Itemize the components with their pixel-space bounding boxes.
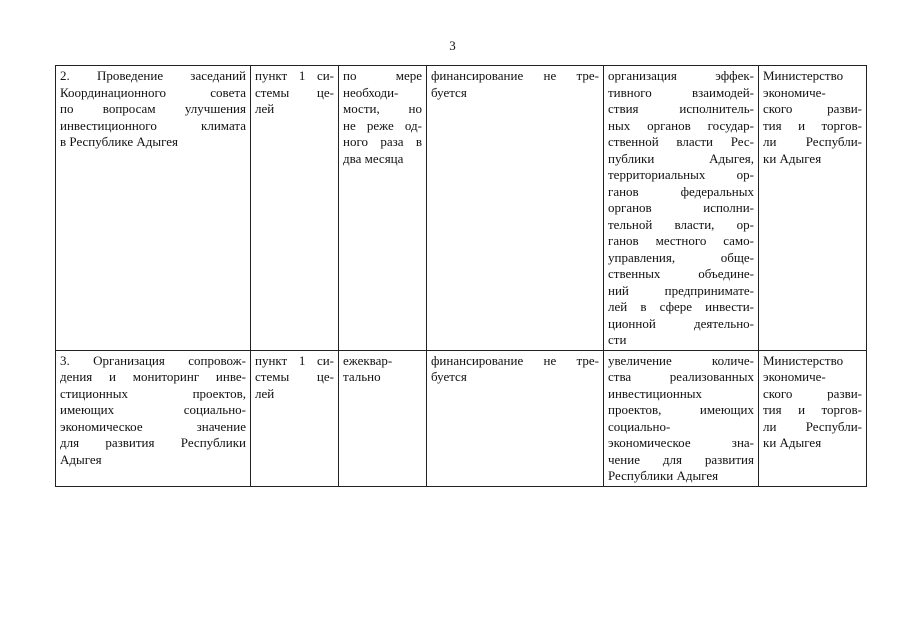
result-cell: [604, 350, 759, 486]
cell-text-line: увеличение количе-: [608, 352, 754, 368]
cell-text-line: ства реализованных: [608, 369, 754, 384]
responsible-cell: [759, 350, 867, 486]
basis-cell: [251, 350, 339, 486]
cell-text-line: для развития Республики: [60, 435, 246, 450]
cell-text-line: чение для развития: [608, 451, 754, 467]
table-row: [56, 66, 867, 351]
cell-text-line: Министерство: [763, 352, 844, 368]
cell-text-line: ных органов государ-: [608, 117, 754, 133]
cell-text-line: публики Адыгея,: [608, 150, 754, 166]
cell-text-line: ганов федеральных: [608, 183, 754, 199]
funding-cell: [427, 350, 604, 486]
cell-text-line: Координационного совета: [60, 84, 246, 100]
cell-text-line: тельной власти, ор-: [608, 216, 754, 232]
cell-text-line: Адыгея: [60, 451, 102, 467]
cell-text-line: стемы це-: [255, 369, 334, 384]
event-cell: [56, 66, 251, 351]
cell-text-line: сти: [608, 332, 627, 347]
cell-text-line: ки Адыгея: [763, 150, 822, 166]
cell-text-line: ственной власти Рес-: [608, 134, 754, 149]
event-cell: [56, 350, 251, 486]
cell-text-line: тивного взаимодей-: [608, 84, 754, 100]
cell-text-line: ского разви-: [763, 101, 862, 116]
cell-text-line: территориальных ор-: [608, 167, 754, 182]
cell-text-line: ского разви-: [763, 385, 862, 401]
cell-text-line: Республики Адыгея: [608, 468, 719, 483]
cell-text-line: ли Республи-: [763, 134, 862, 149]
cell-text-line: инвестиционных: [608, 385, 703, 401]
term-cell: [339, 66, 427, 351]
cell-text-line: ного раза в: [343, 134, 422, 149]
cell-text-line: инвестиционного климата: [60, 117, 246, 133]
cell-text-line: пункт 1 си-: [255, 68, 334, 83]
cell-text-line: пункт 1 си-: [255, 352, 334, 368]
cell-text-line: ганов местного само-: [608, 233, 754, 248]
cell-text-line: тия и торгов-: [763, 117, 862, 133]
cell-text-line: экономиче-: [763, 369, 826, 384]
cell-text-line: имеющих социально-: [60, 402, 246, 417]
cell-text-line: стиционных проектов,: [60, 385, 246, 401]
cell-text-line: финансирование не тре-: [431, 68, 599, 83]
cell-text-line: не реже од-: [343, 117, 422, 133]
cell-text-line: буется: [431, 84, 467, 100]
cell-text-line: тально: [343, 369, 381, 384]
cell-text-line: ственных объедине-: [608, 266, 754, 281]
cell-text-line: лей: [255, 101, 275, 116]
cell-text-line: в Республике Адыгея: [60, 134, 178, 149]
cell-text-line: финансирование не тре-: [431, 352, 599, 368]
cell-text-line: организация эффек-: [608, 68, 754, 83]
cell-text-line: мости, но: [343, 101, 422, 116]
cell-text-line: ний предпринимате-: [608, 282, 754, 298]
responsible-cell: [759, 66, 867, 351]
cell-text-line: экономиче-: [763, 84, 826, 100]
cell-text-line: 3. Организация сопровож-: [60, 352, 246, 368]
cell-text-line: тия и торгов-: [763, 402, 862, 417]
page-number: 3: [449, 38, 456, 53]
cell-text-line: 2. Проведение заседаний: [60, 68, 246, 83]
cell-text-line: ционной деятельно-: [608, 315, 754, 331]
cell-text-line: лей в сфере инвести-: [608, 299, 754, 314]
term-cell: [339, 350, 427, 486]
cell-text-line: по мере: [343, 68, 422, 83]
cell-text-line: стемы це-: [255, 84, 334, 100]
cell-text-line: дения и мониторинг инве-: [60, 369, 246, 384]
cell-text-line: проектов, имеющих: [608, 402, 754, 417]
activities-table: [55, 65, 867, 487]
cell-text-line: ли Республи-: [763, 418, 862, 434]
cell-text-line: ежеквар-: [343, 352, 393, 368]
cell-text-line: необходи-: [343, 84, 399, 100]
basis-cell: [251, 66, 339, 351]
cell-text-line: экономическое значение: [60, 418, 246, 434]
cell-text-line: социально-: [608, 418, 671, 434]
cell-text-line: буется: [431, 369, 467, 384]
cell-text-line: по вопросам улучшения: [60, 101, 246, 116]
cell-text-line: ствия исполнитель-: [608, 101, 754, 116]
cell-text-line: управления, обще-: [608, 249, 754, 265]
cell-text-line: два месяца: [343, 150, 404, 166]
funding-cell: [427, 66, 604, 351]
result-cell: [604, 66, 759, 351]
cell-text-line: органов исполни-: [608, 200, 754, 215]
table-row: [56, 350, 867, 486]
cell-text-line: лей: [255, 385, 275, 401]
cell-text-line: ки Адыгея: [763, 435, 822, 450]
cell-text-line: экономическое зна-: [608, 435, 754, 450]
cell-text-line: Министерство: [763, 68, 844, 83]
